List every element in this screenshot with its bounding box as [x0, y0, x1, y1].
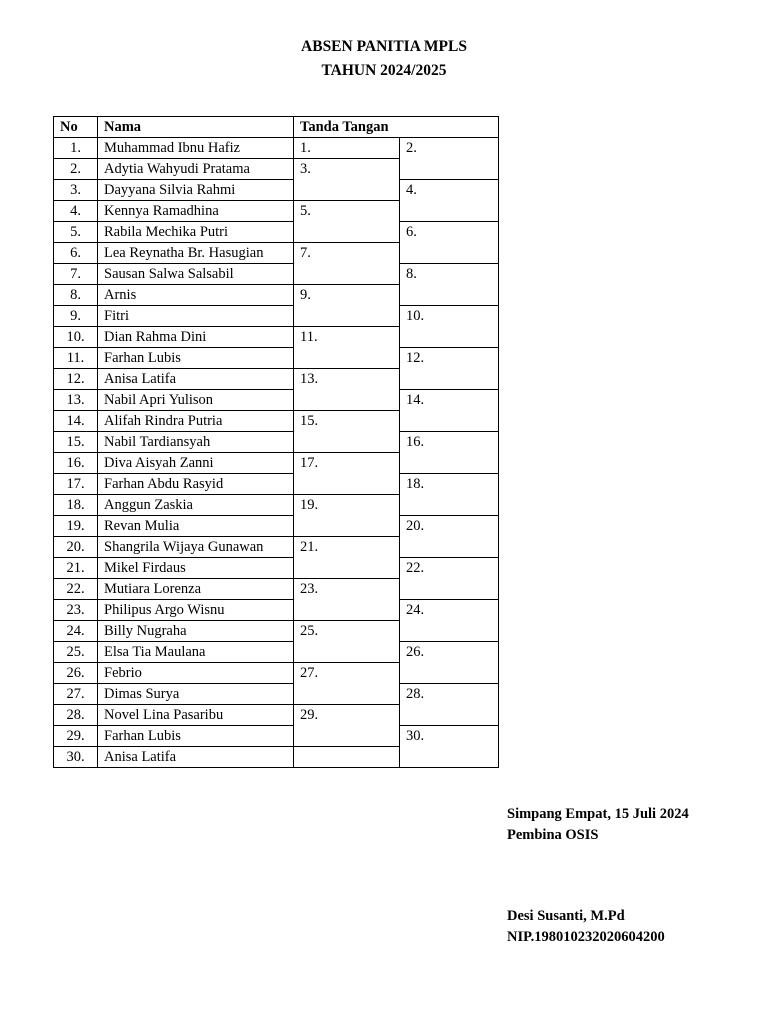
row-name: Elsa Tia Maulana	[98, 642, 294, 663]
row-name: Febrio	[98, 663, 294, 684]
signature-slot: 22.	[400, 558, 499, 600]
row-name: Mikel Firdaus	[98, 558, 294, 579]
row-name: Revan Mulia	[98, 516, 294, 537]
table-row	[54, 474, 499, 495]
row-number: 20.	[54, 537, 98, 558]
row-name: Anisa Latifa	[98, 747, 294, 768]
row-number: 23.	[54, 600, 98, 621]
signature-slot: 8.	[400, 264, 499, 306]
row-name: Farhan Abdu Rasyid	[98, 474, 294, 495]
row-name: Muhammad Ibnu Hafiz	[98, 138, 294, 159]
row-number: 21.	[54, 558, 98, 579]
row-number: 6.	[54, 243, 98, 264]
row-number: 1.	[54, 138, 98, 159]
column-header-no: No	[54, 117, 98, 138]
table-row	[54, 390, 499, 411]
signature-slot: 21.	[294, 537, 400, 579]
row-name: Sausan Salwa Salsabil	[98, 264, 294, 285]
signature-slot: 26.	[400, 642, 499, 684]
signer-role: Pembina OSIS	[507, 827, 599, 843]
row-number: 16.	[54, 453, 98, 474]
row-number: 29.	[54, 726, 98, 747]
row-name: Fitri	[98, 306, 294, 327]
row-number: 17.	[54, 474, 98, 495]
column-header-nama: Nama	[98, 117, 294, 138]
table-row	[54, 306, 499, 327]
row-number: 24.	[54, 621, 98, 642]
row-number: 22.	[54, 579, 98, 600]
signature-slot: 20.	[400, 516, 499, 558]
row-name: Rabila Mechika Putri	[98, 222, 294, 243]
signer-nip: NIP.198010232020604200	[507, 929, 665, 945]
row-name: Kennya Ramadhina	[98, 201, 294, 222]
table-row	[54, 516, 499, 537]
row-number: 9.	[54, 306, 98, 327]
signature-slot: 24.	[400, 600, 499, 642]
signature-slot: 4.	[400, 180, 499, 222]
row-name: Billy Nugraha	[98, 621, 294, 642]
row-number: 28.	[54, 705, 98, 726]
row-number: 15.	[54, 432, 98, 453]
signature-slot	[294, 747, 400, 768]
signature-slot: 16.	[400, 432, 499, 474]
signature-slot: 11.	[294, 327, 400, 369]
signature-slot: 12.	[400, 348, 499, 390]
attendance-table	[53, 116, 499, 768]
row-number: 26.	[54, 663, 98, 684]
table-row	[54, 684, 499, 705]
row-number: 27.	[54, 684, 98, 705]
signature-slot: 1.	[294, 138, 400, 159]
row-name: Alifah Rindra Putria	[98, 411, 294, 432]
document-subtitle: TAHUN 2024/2025	[321, 62, 447, 79]
signature-slot: 28.	[400, 684, 499, 726]
table-row	[54, 600, 499, 621]
table-row	[54, 348, 499, 369]
row-number: 3.	[54, 180, 98, 201]
signature-slot: 25.	[294, 621, 400, 663]
row-number: 18.	[54, 495, 98, 516]
row-number: 12.	[54, 369, 98, 390]
signature-slot: 17.	[294, 453, 400, 495]
signature-slot: 5.	[294, 201, 400, 243]
signature-slot: 18.	[400, 474, 499, 516]
signature-slot: 14.	[400, 390, 499, 432]
row-name: Lea Reynatha Br. Hasugian	[98, 243, 294, 264]
row-name: Farhan Lubis	[98, 348, 294, 369]
signature-slot: 6.	[400, 222, 499, 264]
row-name: Dian Rahma Dini	[98, 327, 294, 348]
signature-slot: 27.	[294, 663, 400, 705]
row-number: 14.	[54, 411, 98, 432]
table-row	[54, 180, 499, 201]
signature-slot: 30.	[400, 726, 499, 768]
signature-slot: 29.	[294, 705, 400, 747]
row-name: Farhan Lubis	[98, 726, 294, 747]
column-header-tanda-tangan: Tanda Tangan	[294, 117, 499, 138]
document-title: ABSEN PANITIA MPLS	[301, 38, 467, 55]
signature-slot: 2.	[400, 138, 499, 180]
table-row	[54, 642, 499, 663]
row-number: 19.	[54, 516, 98, 537]
table-row	[54, 264, 499, 285]
row-name: Dimas Surya	[98, 684, 294, 705]
row-number: 30.	[54, 747, 98, 768]
row-name: Philipus Argo Wisnu	[98, 600, 294, 621]
row-name: Adytia Wahyudi Pratama	[98, 159, 294, 180]
row-number: 11.	[54, 348, 98, 369]
row-number: 13.	[54, 390, 98, 411]
signature-slot: 23.	[294, 579, 400, 621]
row-number: 2.	[54, 159, 98, 180]
row-number: 7.	[54, 264, 98, 285]
row-number: 4.	[54, 201, 98, 222]
table-row	[54, 138, 499, 159]
row-name: Anisa Latifa	[98, 369, 294, 390]
row-name: Nabil Tardiansyah	[98, 432, 294, 453]
row-name: Shangrila Wijaya Gunawan	[98, 537, 294, 558]
place-date: Simpang Empat, 15 Juli 2024	[507, 806, 689, 822]
signature-slot: 13.	[294, 369, 400, 411]
table-row	[54, 726, 499, 747]
signature-slot: 3.	[294, 159, 400, 201]
row-name: Dayyana Silvia Rahmi	[98, 180, 294, 201]
row-name: Novel Lina Pasaribu	[98, 705, 294, 726]
row-name: Diva Aisyah Zanni	[98, 453, 294, 474]
row-name: Nabil Apri Yulison	[98, 390, 294, 411]
signature-slot: 7.	[294, 243, 400, 285]
row-name: Mutiara Lorenza	[98, 579, 294, 600]
table-row	[54, 222, 499, 243]
row-number: 5.	[54, 222, 98, 243]
row-number: 25.	[54, 642, 98, 663]
table-header-row	[54, 117, 499, 138]
signature-slot: 19.	[294, 495, 400, 537]
signature-slot: 15.	[294, 411, 400, 453]
row-name: Anggun Zaskia	[98, 495, 294, 516]
table-row	[54, 558, 499, 579]
table-row	[54, 432, 499, 453]
row-name: Arnis	[98, 285, 294, 306]
row-number: 10.	[54, 327, 98, 348]
signature-slot: 10.	[400, 306, 499, 348]
signer-name: Desi Susanti, M.Pd	[507, 908, 625, 924]
signature-slot: 9.	[294, 285, 400, 327]
row-number: 8.	[54, 285, 98, 306]
